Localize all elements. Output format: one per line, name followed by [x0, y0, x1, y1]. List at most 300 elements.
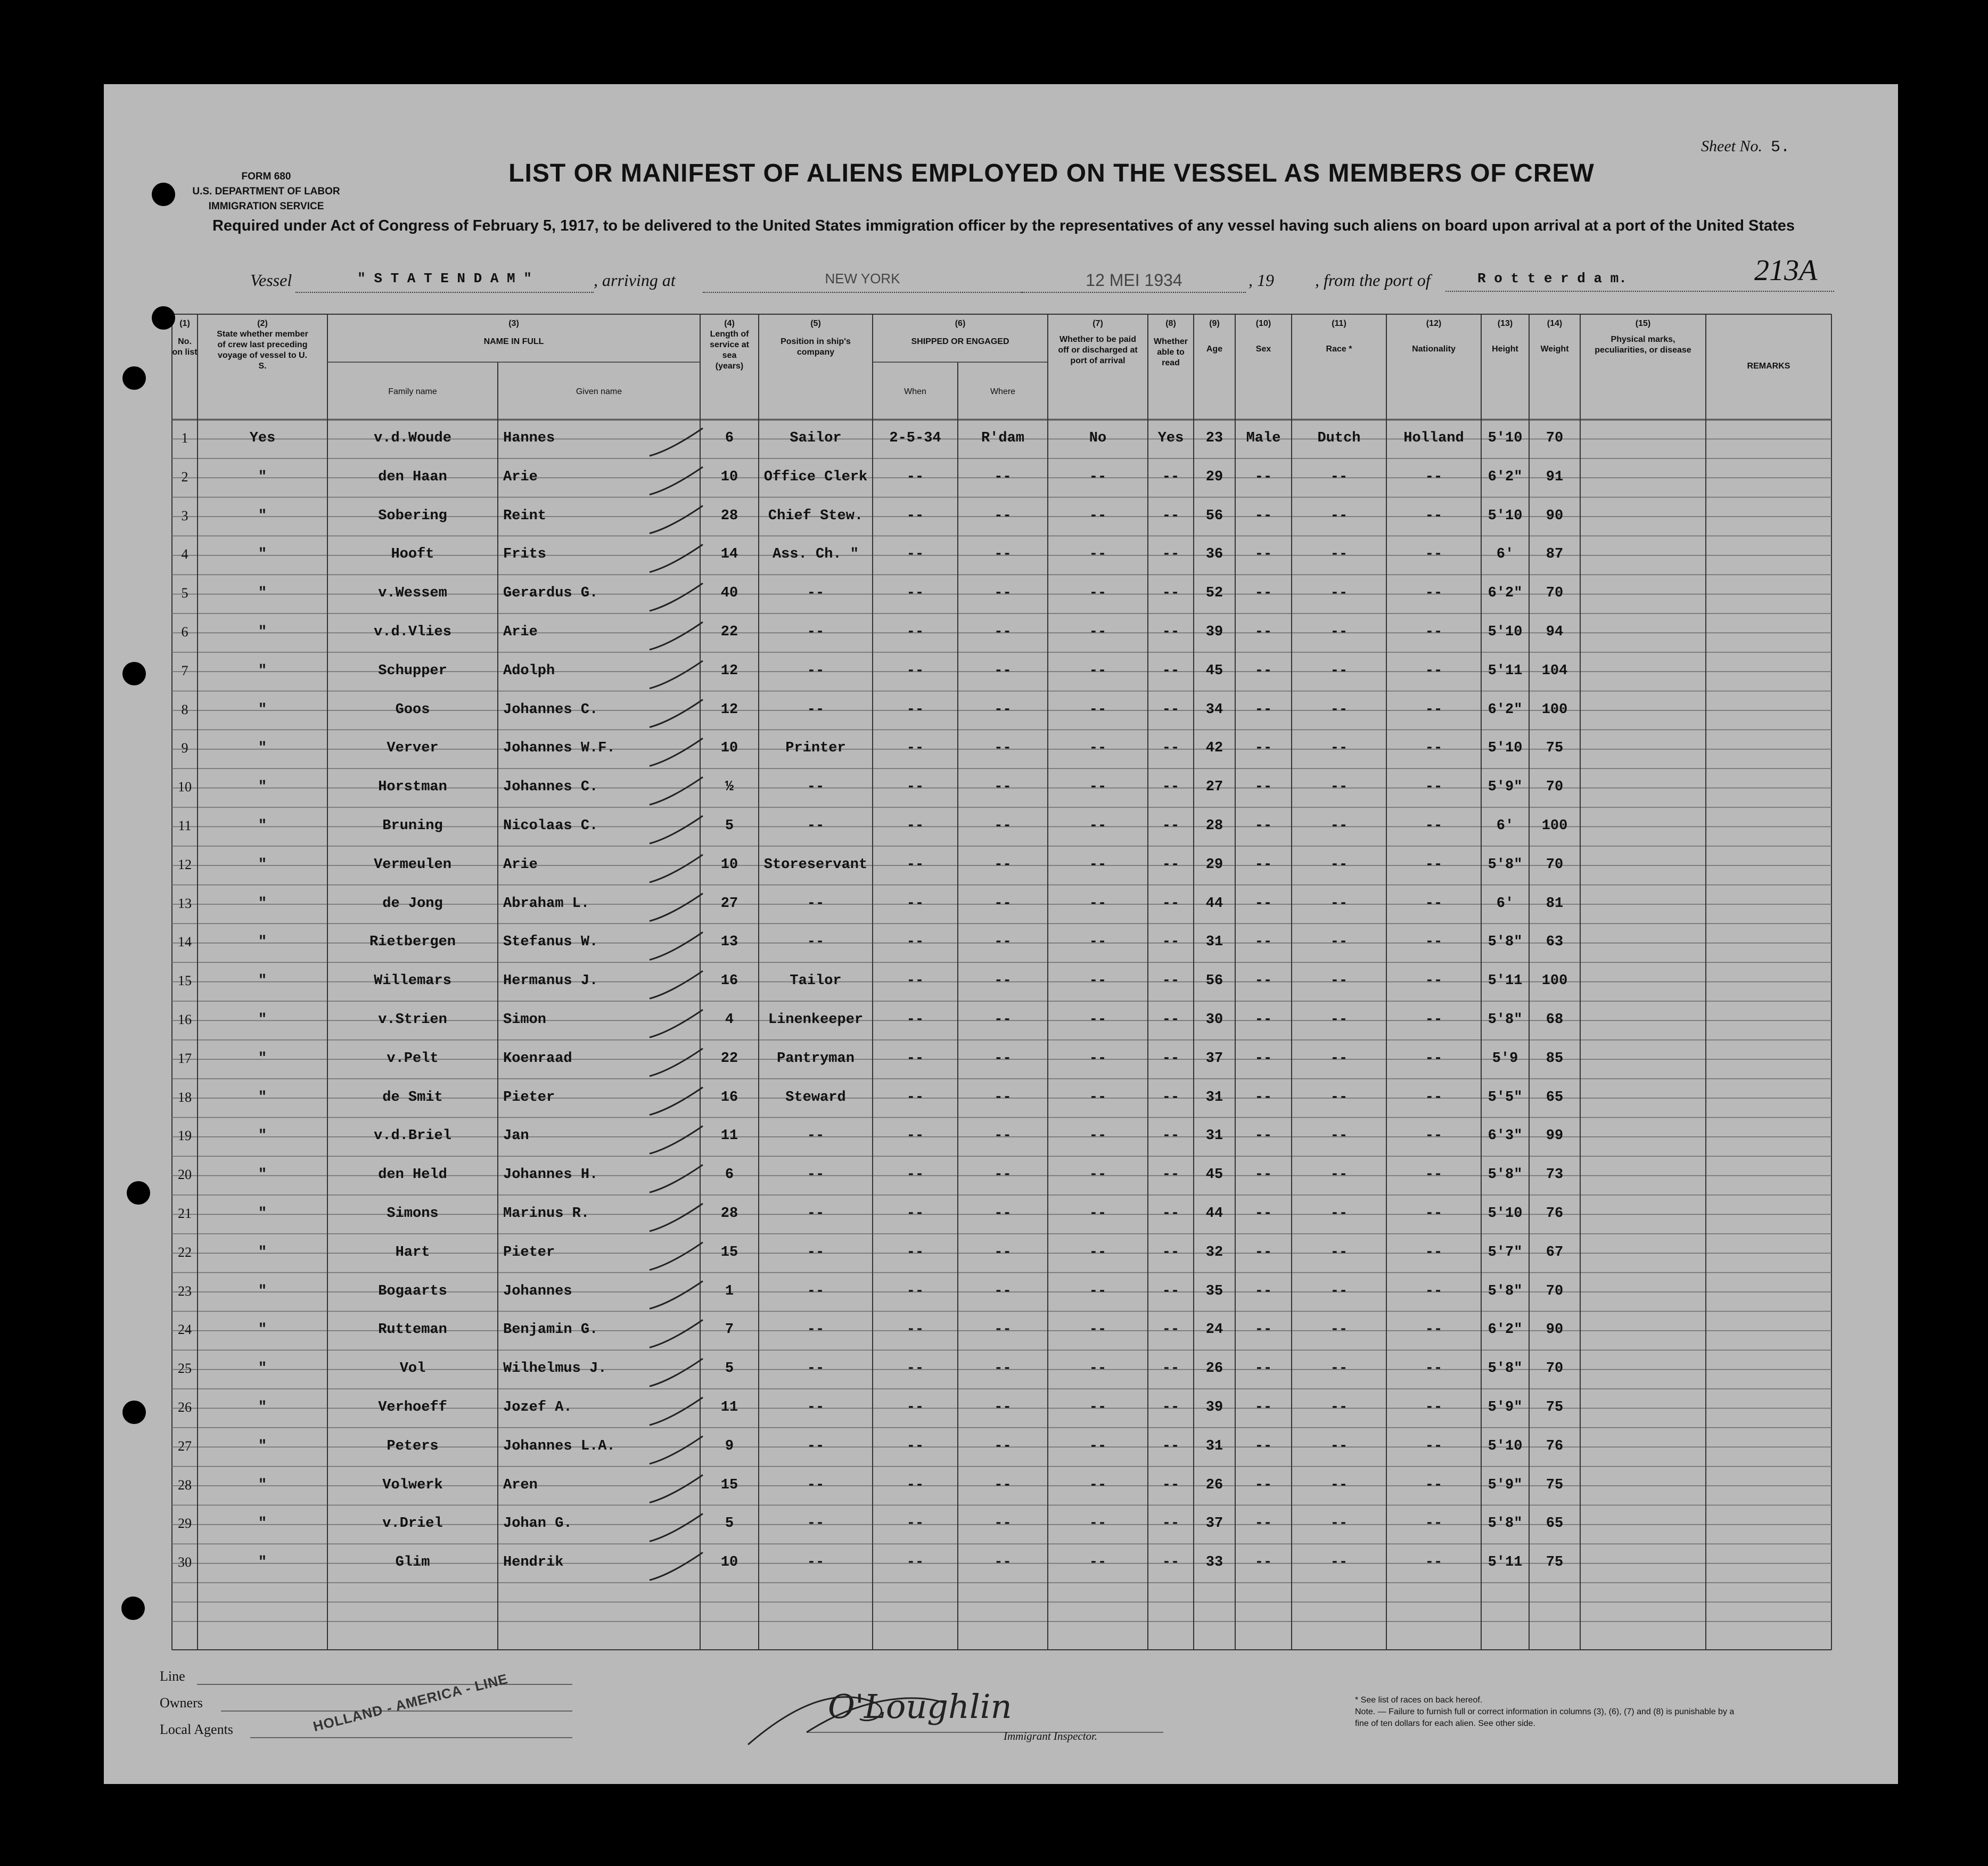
cell-paid: -- — [1089, 1050, 1107, 1067]
col14-label: Weight — [1540, 345, 1569, 354]
cell-sex: Male — [1246, 430, 1281, 446]
cell-read: -- — [1162, 546, 1180, 563]
cell-family: v.Pelt — [387, 1050, 439, 1067]
cell-prev: " — [258, 1283, 267, 1299]
col4-label: Length of service at sea (years) — [710, 330, 749, 371]
cell-given: Jan — [503, 1128, 529, 1144]
cell-prev: " — [258, 779, 267, 796]
cell-weight: 76 — [1546, 1438, 1564, 1454]
cell-given: Abraham L. — [503, 895, 590, 912]
cell-no: 22 — [178, 1244, 192, 1260]
cell-given: Koenraad — [503, 1050, 572, 1067]
cell-where: -- — [994, 818, 1012, 834]
cell-nationality: -- — [1425, 1477, 1443, 1493]
cell-age: 42 — [1205, 740, 1223, 757]
cell-paid: -- — [1089, 1244, 1107, 1261]
cell-sex: -- — [1254, 1361, 1272, 1377]
cell-service: 15 — [720, 1477, 738, 1493]
cell-nationality: -- — [1425, 1128, 1443, 1144]
cell-age: 34 — [1205, 701, 1223, 718]
cell-prev: " — [258, 1167, 267, 1183]
cell-no: 5 — [181, 585, 188, 601]
punch-hole — [127, 1181, 150, 1205]
penalty-note: Note. — Failure to furnish full or correct information in columns (3), (6), (7) and (8) is punishable by a fine of ten dollars for each alien. See other side. — [1355, 1707, 1735, 1728]
cell-nationality: -- — [1425, 779, 1443, 796]
cell-nationality: -- — [1425, 1554, 1443, 1571]
cell-race: -- — [1330, 469, 1348, 485]
cell-nationality: -- — [1425, 1361, 1443, 1377]
cell-nationality: -- — [1425, 818, 1443, 834]
cell-read: -- — [1162, 585, 1180, 602]
cell-when: -- — [906, 818, 924, 834]
cell-where: -- — [994, 1089, 1012, 1106]
col13-number: (13) — [1497, 319, 1513, 328]
cell-height: 5'11 — [1488, 662, 1523, 679]
cell-race: -- — [1330, 973, 1348, 989]
punch-hole — [122, 366, 146, 390]
cell-sex: -- — [1254, 1438, 1272, 1454]
cell-position: -- — [807, 1283, 825, 1299]
col4-number: (4) — [724, 319, 735, 328]
race-note: * See list of races on back hereof. — [1355, 1696, 1483, 1705]
cell-when: -- — [906, 1012, 924, 1028]
cell-when: -- — [906, 624, 924, 640]
cell-weight: 65 — [1546, 1516, 1564, 1532]
cell-nationality: -- — [1425, 1244, 1443, 1261]
cell-read: -- — [1162, 1089, 1180, 1106]
cell-nationality: -- — [1425, 1438, 1443, 1454]
cell-where: -- — [994, 546, 1012, 563]
cell-race: -- — [1330, 1089, 1348, 1106]
cell-read: -- — [1162, 740, 1180, 757]
given-name-header: Given name — [576, 387, 622, 396]
cell-when: -- — [906, 779, 924, 796]
cell-race: -- — [1330, 1438, 1348, 1454]
cell-sex: -- — [1254, 740, 1272, 757]
cell-where: -- — [994, 469, 1012, 485]
cell-position: -- — [807, 1128, 825, 1144]
cell-where: -- — [994, 973, 1012, 989]
cell-weight: 70 — [1546, 856, 1564, 873]
cell-nationality: -- — [1425, 973, 1443, 989]
cell-service: 22 — [720, 624, 738, 640]
cell-age: 56 — [1205, 973, 1223, 989]
when-header: When — [904, 387, 926, 396]
cell-position: Chief Stew. — [768, 508, 864, 524]
cell-nationality: -- — [1425, 895, 1443, 912]
cell-sex: -- — [1254, 1089, 1272, 1106]
cell-weight: 70 — [1546, 1361, 1564, 1377]
cell-paid: -- — [1089, 701, 1107, 718]
cell-family: Peters — [387, 1438, 439, 1454]
cell-prev: " — [258, 856, 267, 873]
cell-given: Pieter — [503, 1244, 555, 1261]
cell-prev: " — [258, 508, 267, 524]
cell-where: -- — [994, 1477, 1012, 1493]
col6-label: SHIPPED OR ENGAGED — [911, 337, 1009, 346]
cell-paid: -- — [1089, 1554, 1107, 1571]
cell-service: 11 — [720, 1128, 738, 1144]
cell-no: 24 — [178, 1322, 192, 1338]
cell-family: v.d.Vlies — [374, 624, 451, 640]
cell-when: -- — [906, 1438, 924, 1454]
cell-sex: -- — [1254, 895, 1272, 912]
cell-family: de Jong — [382, 895, 443, 912]
cell-sex: -- — [1254, 662, 1272, 679]
cell-where: R'dam — [981, 430, 1024, 446]
col6-number: (6) — [955, 319, 966, 328]
cell-position: -- — [807, 1477, 825, 1493]
cell-given: Jozef A. — [503, 1400, 572, 1415]
cell-read: -- — [1162, 1128, 1180, 1144]
cell-height: 5'11 — [1488, 973, 1523, 989]
cell-paid: -- — [1089, 818, 1107, 834]
cell-when: -- — [906, 1206, 924, 1222]
cell-age: 37 — [1205, 1516, 1223, 1532]
cell-given: Johannes W.F. — [503, 740, 615, 757]
cell-prev: " — [258, 1438, 267, 1454]
cell-when: -- — [906, 1400, 924, 1415]
cell-weight: 100 — [1541, 701, 1568, 718]
col8-label: Whether able to read — [1154, 337, 1188, 367]
cell-weight: 100 — [1541, 973, 1568, 989]
cell-when: -- — [906, 508, 924, 524]
cell-paid: -- — [1089, 1516, 1107, 1532]
page-title: LIST OR MANIFEST OF ALIENS EMPLOYED ON THE VESSEL AS MEMBERS OF CREW — [508, 159, 1595, 187]
cell-age: 37 — [1205, 1050, 1223, 1067]
cell-no: 16 — [178, 1012, 192, 1027]
cell-nationality: -- — [1425, 1089, 1443, 1106]
cell-sex: -- — [1254, 469, 1272, 485]
col12-label: Nationality — [1412, 345, 1456, 354]
cell-race: -- — [1330, 779, 1348, 796]
cell-prev: " — [258, 1516, 267, 1532]
col1-number: (1) — [179, 319, 190, 328]
cell-given: Aren — [503, 1477, 538, 1493]
cell-weight: 67 — [1546, 1244, 1564, 1261]
cell-family: Verhoeff — [378, 1400, 447, 1415]
cell-age: 23 — [1205, 430, 1223, 446]
from-port-label: , from the port of — [1315, 271, 1431, 290]
cell-where: -- — [994, 662, 1012, 679]
cell-when: 2-5-34 — [889, 430, 941, 446]
cell-when: -- — [906, 740, 924, 757]
cell-when: -- — [906, 1167, 924, 1183]
cell-service: ½ — [725, 779, 734, 796]
cell-race: -- — [1330, 1206, 1348, 1222]
cell-height: 5'9" — [1488, 1400, 1523, 1415]
cell-when: -- — [906, 895, 924, 912]
cell-no: 19 — [178, 1128, 192, 1144]
cell-sex: -- — [1254, 585, 1272, 602]
cell-position: -- — [807, 779, 825, 796]
remarks-header: REMARKS — [1747, 362, 1790, 371]
cell-position: -- — [807, 585, 825, 602]
cell-sex: -- — [1254, 1400, 1272, 1415]
col7-number: (7) — [1092, 319, 1103, 328]
cell-sex: -- — [1254, 624, 1272, 640]
cell-race: -- — [1330, 662, 1348, 679]
cell-when: -- — [906, 1089, 924, 1106]
cell-where: -- — [994, 1206, 1012, 1222]
cell-age: 31 — [1205, 1128, 1223, 1144]
cell-height: 6' — [1496, 546, 1514, 563]
cell-read: -- — [1162, 973, 1180, 989]
handwritten-number: 213A — [1754, 254, 1818, 287]
cell-where: -- — [994, 1128, 1012, 1144]
cell-sex: -- — [1254, 1322, 1272, 1338]
cell-age: 35 — [1205, 1283, 1223, 1299]
cell-family: Rutteman — [378, 1322, 447, 1338]
cell-given: Arie — [503, 856, 538, 873]
cell-where: -- — [994, 1012, 1012, 1028]
cell-service: 14 — [720, 546, 738, 563]
departure-port: R o t t e r d a m. — [1445, 271, 1834, 292]
cell-family: Vol — [399, 1361, 426, 1377]
cell-age: 26 — [1205, 1361, 1223, 1377]
cell-height: 5'10 — [1488, 1206, 1523, 1222]
cell-weight: 91 — [1546, 469, 1564, 485]
cell-where: -- — [994, 701, 1012, 718]
cell-height: 5'8" — [1488, 1361, 1523, 1377]
cell-service: 5 — [725, 1516, 734, 1532]
cell-age: 44 — [1205, 895, 1223, 912]
cell-race: -- — [1330, 1283, 1348, 1299]
cell-family: de Smit — [382, 1089, 443, 1106]
cell-sex: -- — [1254, 934, 1272, 951]
cell-prev: " — [258, 585, 267, 602]
cell-given: Simon — [503, 1012, 547, 1028]
cell-when: -- — [906, 1361, 924, 1377]
cell-when: -- — [906, 1477, 924, 1493]
line-label: Line — [160, 1668, 185, 1684]
cell-height: 6' — [1496, 818, 1514, 834]
cell-height: 6' — [1496, 895, 1514, 912]
cell-service: 40 — [720, 585, 738, 602]
cell-when: -- — [906, 1554, 924, 1571]
cell-where: -- — [994, 1050, 1012, 1067]
cell-service: 16 — [720, 973, 738, 989]
cell-prev: " — [258, 469, 267, 485]
cell-weight: 99 — [1546, 1128, 1564, 1144]
cell-race: -- — [1330, 508, 1348, 524]
cell-service: 10 — [720, 740, 738, 757]
cell-nationality: -- — [1425, 1206, 1443, 1222]
cell-race: -- — [1330, 546, 1348, 563]
cell-nationality: -- — [1425, 1012, 1443, 1028]
cell-read: -- — [1162, 1554, 1180, 1571]
cell-when: -- — [906, 701, 924, 718]
cell-no: 18 — [178, 1089, 192, 1105]
cell-read: -- — [1162, 624, 1180, 640]
cell-given: Pieter — [503, 1089, 555, 1106]
punch-hole — [122, 662, 146, 685]
cell-no: 13 — [178, 895, 192, 911]
cell-paid: -- — [1089, 508, 1107, 524]
cell-no: 1 — [181, 430, 188, 446]
cell-sex: -- — [1254, 779, 1272, 796]
cell-given: Nicolaas C. — [503, 818, 598, 834]
cell-position: -- — [807, 662, 825, 679]
cell-height: 5'8" — [1488, 934, 1523, 951]
cell-family: Hooft — [391, 546, 434, 563]
cell-weight: 65 — [1546, 1089, 1564, 1106]
cell-prev: " — [258, 1128, 267, 1144]
cell-position: -- — [807, 895, 825, 912]
col3-number: (3) — [508, 319, 519, 328]
cell-height: 6'2" — [1488, 701, 1523, 718]
cell-paid: -- — [1089, 895, 1107, 912]
cell-sex: -- — [1254, 1283, 1272, 1299]
cell-paid: -- — [1089, 469, 1107, 485]
cell-given: Wilhelmus J. — [503, 1361, 607, 1377]
cell-age: 45 — [1205, 1167, 1223, 1183]
cell-service: 22 — [720, 1050, 738, 1067]
cell-where: -- — [994, 1554, 1012, 1571]
cell-no: 15 — [178, 973, 192, 989]
cell-sex: -- — [1254, 1477, 1272, 1493]
cell-given: Johannes H. — [503, 1167, 598, 1183]
cell-position: Ass. Ch. " — [772, 546, 859, 563]
cell-paid: -- — [1089, 546, 1107, 563]
cell-service: 13 — [720, 934, 738, 951]
cell-given: Hannes — [503, 430, 555, 446]
cell-family: Willemars — [374, 973, 451, 989]
cell-prev: " — [258, 701, 267, 718]
cell-age: 31 — [1205, 1089, 1223, 1106]
cell-position: -- — [807, 701, 825, 718]
col12-number: (12) — [1426, 319, 1442, 328]
cell-when: -- — [906, 546, 924, 563]
cell-weight: 87 — [1546, 546, 1564, 563]
cell-position: -- — [807, 1438, 825, 1454]
owners-label: Owners — [160, 1695, 203, 1710]
cell-position: -- — [807, 1167, 825, 1183]
page-subtitle: Required under Act of Congress of February 5, 1917, to be delivered to the United States immigration officer by the representatives of any vessel having such aliens on board upon arrival at a port of the United States — [212, 217, 1795, 234]
cell-height: 5'10 — [1488, 508, 1523, 524]
cell-no: 7 — [181, 662, 188, 678]
cell-paid: -- — [1089, 1361, 1107, 1377]
col3-label: NAME IN FULL — [483, 337, 544, 346]
cell-nationality: -- — [1425, 856, 1443, 873]
cell-read: -- — [1162, 895, 1180, 912]
cell-family: v.Driel — [382, 1516, 443, 1532]
cell-when: -- — [906, 585, 924, 602]
cell-race: -- — [1330, 1361, 1348, 1377]
cell-no: 4 — [181, 546, 188, 562]
cell-race: -- — [1330, 934, 1348, 951]
cell-sex: -- — [1254, 1012, 1272, 1028]
cell-paid: -- — [1089, 1400, 1107, 1415]
cell-given: Johannes — [503, 1283, 572, 1299]
cell-sex: -- — [1254, 508, 1272, 524]
cell-family: Volwerk — [382, 1477, 443, 1493]
cell-sex: -- — [1254, 546, 1272, 563]
cell-nationality: -- — [1425, 1322, 1443, 1338]
cell-position: -- — [807, 818, 825, 834]
cell-paid: -- — [1089, 1206, 1107, 1222]
cell-sex: -- — [1254, 1128, 1272, 1144]
cell-where: -- — [994, 1438, 1012, 1454]
col10-label: Sex — [1255, 345, 1271, 354]
cell-when: -- — [906, 934, 924, 951]
cell-age: 28 — [1205, 818, 1223, 834]
cell-read: -- — [1162, 1516, 1180, 1532]
cell-position: -- — [807, 1361, 825, 1377]
cell-height: 5'8" — [1488, 1283, 1523, 1299]
arriving-label: , arriving at — [594, 271, 676, 290]
cell-race: -- — [1330, 895, 1348, 912]
where-header: Where — [990, 387, 1016, 396]
cell-family: Simons — [387, 1206, 439, 1222]
cell-no: 27 — [178, 1438, 192, 1454]
cell-no: 23 — [178, 1283, 192, 1299]
cell-height: 5'11 — [1488, 1554, 1523, 1571]
col11-label: Race * — [1326, 345, 1352, 354]
cell-prev: " — [258, 1322, 267, 1338]
cell-read: -- — [1162, 1400, 1180, 1415]
cell-prev: " — [258, 1206, 267, 1222]
col15-label: Physical marks, peculiarities, or disease — [1595, 335, 1691, 355]
cell-race: -- — [1330, 1244, 1348, 1261]
cell-no: 17 — [178, 1050, 192, 1066]
col14-number: (14) — [1547, 319, 1563, 328]
cell-height: 5'5" — [1488, 1089, 1523, 1106]
cell-no: 26 — [178, 1400, 192, 1415]
cell-paid: -- — [1089, 1167, 1107, 1183]
cell-given: Johan G. — [503, 1516, 572, 1532]
cell-weight: 90 — [1546, 1322, 1564, 1338]
cell-height: 6'2" — [1488, 469, 1523, 485]
cell-age: 32 — [1205, 1244, 1223, 1261]
cell-service: 28 — [720, 508, 738, 524]
col7-label: Whether to be paid off or discharged at port of arrival — [1058, 335, 1138, 365]
cell-height: 5'8" — [1488, 1012, 1523, 1028]
cell-family: Rietbergen — [369, 934, 456, 951]
cell-paid: No — [1089, 430, 1107, 446]
cell-paid: -- — [1089, 856, 1107, 873]
cell-age: 26 — [1205, 1477, 1223, 1493]
cell-service: 12 — [720, 701, 738, 718]
cell-family: Goos — [395, 701, 430, 718]
cell-given: Hendrik — [503, 1554, 564, 1571]
cell-race: -- — [1330, 856, 1348, 873]
cell-where: -- — [994, 508, 1012, 524]
cell-when: -- — [906, 1244, 924, 1261]
cell-when: -- — [906, 1322, 924, 1338]
cell-race: -- — [1330, 1554, 1348, 1571]
cell-service: 12 — [720, 662, 738, 679]
cell-where: -- — [994, 1322, 1012, 1338]
department-name: U.S. DEPARTMENT OF LABOR — [192, 186, 340, 197]
cell-paid: -- — [1089, 934, 1107, 951]
cell-sex: -- — [1254, 1554, 1272, 1571]
cell-read: -- — [1162, 1244, 1180, 1261]
cell-weight: 104 — [1541, 662, 1568, 679]
cell-family: v.d.Briel — [374, 1128, 451, 1144]
cell-position: -- — [807, 1322, 825, 1338]
cell-race: -- — [1330, 1128, 1348, 1144]
col5-label: Position in ship's company — [781, 337, 851, 357]
cell-paid: -- — [1089, 1089, 1107, 1106]
cell-service: 6 — [725, 430, 734, 446]
cell-sex: -- — [1254, 818, 1272, 834]
cell-family: Bruning — [382, 818, 443, 834]
cell-where: -- — [994, 585, 1012, 602]
cell-where: -- — [994, 624, 1012, 640]
cell-age: 39 — [1205, 624, 1223, 640]
arrival-date-stamp: 12 MEI 1934 — [1022, 271, 1246, 293]
